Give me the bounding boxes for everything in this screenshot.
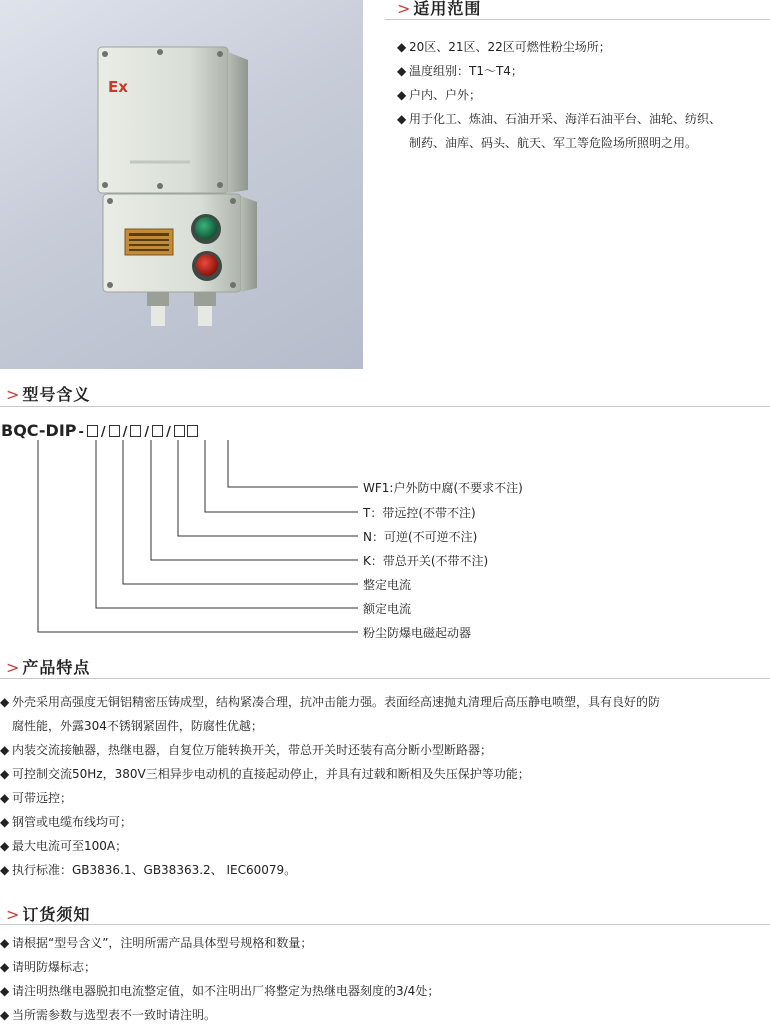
model-section-title bbox=[6, 382, 90, 405]
scope-item-text: 20区、21区、22区可燃性粉尘场所； bbox=[409, 40, 611, 54]
model-label-main-switch: K：带总开关(不带不注) bbox=[363, 554, 489, 568]
ordering-item-text: 请根据“型号含义”，注明所需产品具体型号规格和数量； bbox=[12, 936, 313, 950]
model-label-outdoor: WF1:户外防中腐(不要求不注) bbox=[363, 481, 523, 495]
feature-item bbox=[0, 810, 660, 834]
ex-mark: Ex bbox=[108, 78, 128, 96]
code-box-reversible bbox=[152, 425, 163, 437]
code-box-main-switch bbox=[130, 425, 141, 437]
connector-line bbox=[151, 440, 358, 560]
scope-divider bbox=[385, 19, 770, 20]
ordering-list bbox=[0, 931, 439, 1027]
diamond-bullet-icon: ◆ bbox=[0, 863, 10, 877]
arrow-icon: > bbox=[6, 658, 21, 677]
model-label-remote: T：带远控(不带不注) bbox=[363, 506, 476, 520]
features-divider bbox=[0, 678, 770, 679]
arrow-icon: > bbox=[6, 385, 21, 404]
feature-item-text: 可控制交流50Hz，380V三相异步电动机的直接起动停止，并具有过载和断相及失压保护等功能； bbox=[12, 767, 530, 781]
model-slash: / bbox=[122, 425, 128, 440]
diamond-bullet-icon: ◆ bbox=[0, 936, 10, 950]
scope-item-text: 制药、油库、码头、航天、军工等危险场所照明之用。 bbox=[409, 136, 698, 150]
scope-item bbox=[397, 35, 721, 59]
code-box-rated-current bbox=[87, 425, 98, 437]
model-slash: / bbox=[100, 425, 106, 440]
scope-item-continuation bbox=[397, 131, 721, 155]
ordering-title-text: 订货须知 bbox=[22, 905, 91, 924]
diamond-bullet-icon: ◆ bbox=[397, 64, 407, 78]
diamond-bullet-icon: ◆ bbox=[0, 1008, 10, 1022]
ordering-divider bbox=[0, 924, 770, 925]
scope-item-text: 温度组别：T1～T4； bbox=[409, 64, 523, 78]
feature-item bbox=[0, 738, 660, 762]
arrow-icon: > bbox=[397, 0, 412, 18]
diamond-bullet-icon: ◆ bbox=[0, 767, 10, 781]
code-box-remote bbox=[174, 425, 185, 437]
ordering-item-text: 请明防爆标志； bbox=[12, 960, 97, 974]
features-title-text: 产品特点 bbox=[22, 658, 91, 677]
model-label-product-name: 粉尘防爆电磁起动器 bbox=[363, 626, 472, 640]
model-code-text: BQC-DIP bbox=[1, 421, 77, 440]
ordering-item bbox=[0, 1003, 439, 1027]
diamond-bullet-icon: ◆ bbox=[397, 40, 407, 54]
code-box-setting-current bbox=[109, 425, 120, 437]
model-label-rated-current: 额定电流 bbox=[363, 602, 412, 616]
diamond-bullet-icon: ◆ bbox=[0, 791, 10, 805]
ordering-item bbox=[0, 979, 439, 1003]
feature-item bbox=[0, 858, 660, 882]
diamond-bullet-icon: ◆ bbox=[0, 743, 10, 757]
scope-item bbox=[397, 59, 721, 83]
scope-item-text: 户内、户外； bbox=[409, 88, 482, 102]
model-slash: / bbox=[144, 425, 150, 440]
feature-item bbox=[0, 786, 660, 810]
model-label-setting-current: 整定电流 bbox=[363, 578, 412, 592]
connector-line bbox=[96, 440, 358, 608]
diamond-bullet-icon: ◆ bbox=[0, 839, 10, 853]
ordering-item bbox=[0, 931, 439, 955]
feature-item-text: 腐性能，外露304不锈钢紧固件，防腐性优越； bbox=[12, 719, 263, 733]
scope-section-title bbox=[397, 0, 481, 19]
feature-item-text: 最大电流可至100A； bbox=[12, 839, 128, 853]
scope-list bbox=[397, 35, 721, 155]
connector-line bbox=[228, 440, 358, 487]
diamond-bullet-icon: ◆ bbox=[0, 695, 10, 709]
feature-item-text: 执行标准：GB3836.1、GB38363.2、 IEC60079。 bbox=[12, 863, 297, 877]
model-divider bbox=[0, 406, 770, 407]
scope-title-text: 适用范围 bbox=[413, 0, 482, 18]
model-dash: - bbox=[78, 425, 84, 440]
feature-item-text: 可带远控； bbox=[12, 791, 73, 805]
model-label-reversible: N：可逆(不可逆不注) bbox=[363, 530, 478, 544]
diamond-bullet-icon: ◆ bbox=[0, 815, 10, 829]
diamond-bullet-icon: ◆ bbox=[0, 960, 10, 974]
ordering-item bbox=[0, 955, 439, 979]
ordering-item-text: 当所需参数与选型表不一致时请注明。 bbox=[12, 1008, 217, 1022]
scope-item-text: 用于化工、炼油、石油开采、海洋石油平台、油轮、纺织、 bbox=[409, 112, 722, 126]
scope-item bbox=[397, 107, 721, 131]
explosion-proof-starter-illustration bbox=[0, 0, 363, 369]
diamond-bullet-icon: ◆ bbox=[0, 984, 10, 998]
feature-item bbox=[0, 690, 660, 714]
feature-item-continuation bbox=[0, 714, 660, 738]
code-box-outdoor bbox=[187, 425, 198, 437]
feature-item-text: 内装交流接触器，热继电器，自复位万能转换开关，带总开关时还装有高分断小型断路器； bbox=[12, 743, 493, 757]
diamond-bullet-icon: ◆ bbox=[397, 112, 407, 126]
features-section-title bbox=[6, 655, 90, 678]
feature-item bbox=[0, 834, 660, 858]
diamond-bullet-icon: ◆ bbox=[397, 88, 407, 102]
scope-item bbox=[397, 83, 721, 107]
feature-item-text: 外壳采用高强度无铜铝精密压铸成型，结构紧凑合理，抗冲击能力强。表面经高速抛丸清理后高压静电喷塑，具有良好的防 bbox=[12, 695, 661, 709]
feature-item-text: 钢管或电缆布线均可； bbox=[12, 815, 133, 829]
arrow-icon: > bbox=[6, 905, 21, 924]
model-title-text: 型号含义 bbox=[22, 385, 91, 404]
model-slash: / bbox=[166, 425, 171, 440]
product-photo bbox=[0, 0, 363, 369]
model-connector-lines bbox=[0, 438, 370, 638]
feature-item bbox=[0, 762, 660, 786]
ordering-item-text: 请注明热继电器脱扣电流整定值，如不注明出厂将整定为热继电器刻度的3/4处； bbox=[12, 984, 440, 998]
ordering-section-title bbox=[6, 902, 90, 925]
features-list bbox=[0, 690, 660, 882]
